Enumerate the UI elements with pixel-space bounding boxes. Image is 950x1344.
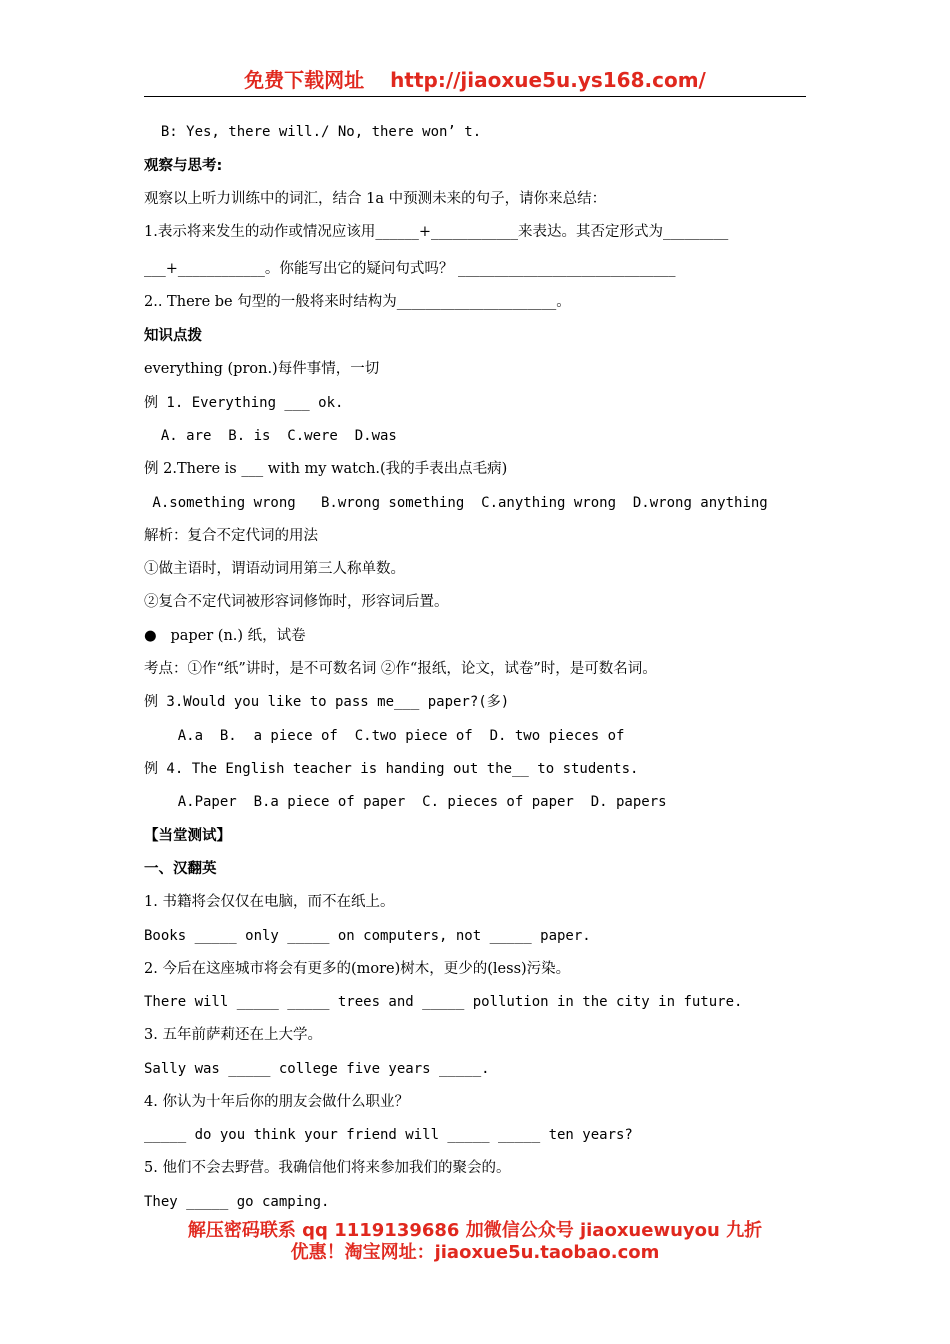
text-line: 解析：复合不定代词的用法 [144,528,318,544]
page-header [144,66,806,97]
text-line: B: Yes, there will./ No, there won’ t. [144,124,482,140]
text-line: ● paper (n.) 纸，试卷 [144,628,306,644]
section-heading: 观察与思考: [144,158,223,174]
text-line: There will _____ _____ trees and _____ pollution in the city in future. [144,994,743,1010]
text-line: Sally was _____ college five years _____. [144,1061,490,1077]
text-line: 1.表示将来发生的动作或情况应该用______+____________来表达。其否定形式为_________ [144,224,729,240]
text-line: They _____ go camping. [144,1194,330,1210]
text-line: 3. 五年前萨莉还在上大学。 [144,1027,322,1043]
text-line: 例 3.Would you like to pass me___ paper?(多) [144,694,510,710]
text-line: 1. 书籍将会仅仅在电脑，而不在纸上。 [144,894,395,910]
text-line: A.a B. a piece of C.two piece of D. two pieces of [144,728,625,744]
text-line: ___+____________。你能写出它的疑问句式吗？ ______________________________ [144,261,676,277]
section-heading: 一、汉翻英 [144,861,217,877]
text-line: _____ do you think your friend will _____ _____ ten years? [144,1127,633,1143]
text-line: 例 2.There is ___ with my watch.(我的手表出点毛病) [144,461,508,477]
text-line: 观察以上听力训练中的词汇，结合 1a 中预测未来的句子，请你来总结： [144,191,607,207]
text-line: 例 4. The English teacher is handing out the__ to students. [144,761,639,777]
section-heading: 知识点拨 [144,328,202,344]
section-heading: 【当堂测试】 [144,828,231,844]
site-label: 免费下载网址 [244,68,365,92]
text-line: A.Paper B.a piece of paper C. pieces of paper D. papers [144,794,667,810]
text-line: 2. 今后在这座城市将会有更多的(more)树木，更少的(less)污染。 [144,961,571,977]
text-line: ②复合不定代词被形容词修饰时，形容词后置。 [144,594,449,610]
text-line: 4. 你认为十年后你的朋友会做什么职业？ [144,1094,409,1110]
text-line: everything (pron.)每件事情，一切 [144,361,380,377]
footer-line-2: 优惠！淘宝网址：jiaoxue5u.taobao.com [290,1242,660,1263]
text-line: ①做主语时，谓语动词用第三人称单数。 [144,561,405,577]
text-line: A. are B. is C.were D.was [144,428,397,444]
text-line: 考点：①作“纸”讲时，是不可数名词 ②作“报纸，论文，试卷”时，是可数名词。 [144,661,657,677]
text-line: 例 1. Everything ___ ok. [144,395,344,411]
text-line: 2.. There be 句型的一般将来时结构为______________________。 [144,294,571,310]
footer-line-1: 解压密码联系 qq 1119139686 加微信公众号 jiaoxuewuyou 九折 [187,1220,763,1241]
text-line: Books _____ only _____ on computers, not _____ paper. [144,928,591,944]
text-line: 5. 他们不会去野营。我确信他们将来参加我们的聚会的。 [144,1160,511,1176]
text-line: A.something wrong B.wrong something C.anything wrong D.wrong anything [144,495,768,511]
site-url[interactable]: http://jiaoxue5u.ys168.com/ [390,68,706,92]
